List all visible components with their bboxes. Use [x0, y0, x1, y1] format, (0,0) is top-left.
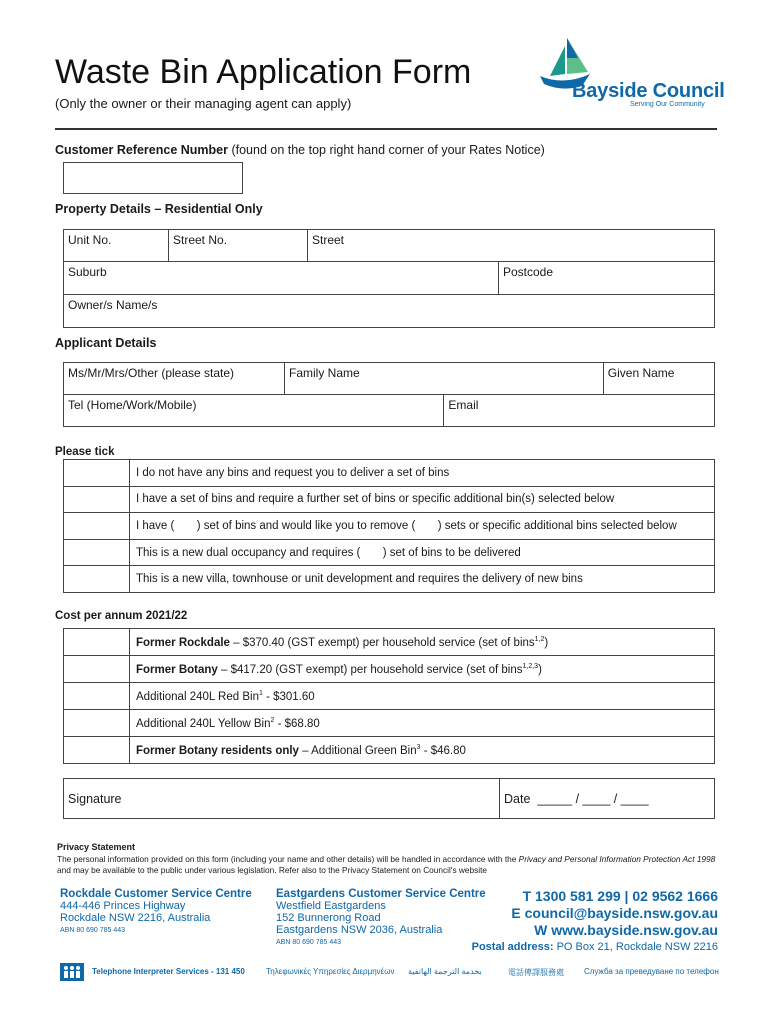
cost-option-green-bin: [130, 737, 715, 764]
tick-heading: Please tick: [55, 446, 115, 458]
form-title: Waste Bin Application Form: [55, 53, 472, 91]
tick-checkbox[interactable]: [64, 486, 130, 513]
tel-label: Tel (Home/Work/Mobile): [68, 398, 197, 412]
street-field[interactable]: [308, 230, 715, 262]
cost-option-botany: [130, 656, 715, 683]
cost-option-rockdale: [130, 629, 715, 656]
street-label: Street: [312, 233, 345, 247]
tick-row: [64, 486, 715, 513]
unit-field[interactable]: [64, 230, 169, 262]
form-subtitle: (Only the owner or their managing agent can apply): [55, 96, 352, 111]
title-label: Ms/Mr/Mrs/Other (please state): [68, 366, 235, 380]
property-heading: Property Details – Residential Only: [55, 202, 263, 216]
customer-ref-input[interactable]: [63, 162, 243, 194]
header-divider: [55, 128, 717, 130]
cost-label-text: – Additional Green Bin: [298, 744, 417, 757]
signature-label: Signature: [68, 791, 122, 806]
rockdale-office: [60, 888, 252, 938]
footnote-ref: 1,2: [534, 635, 545, 643]
cost-row: [64, 683, 715, 710]
footnote-ref: 3: [416, 743, 421, 751]
tick-checkbox[interactable]: [64, 513, 130, 540]
privacy-text-a: The personal information provided on this form (including your name and other details) will be handled in accordance with the: [57, 854, 519, 864]
cost-label-bold: Former Rockdale: [136, 636, 230, 649]
street-no-field[interactable]: [169, 230, 308, 262]
privacy-text-b: and may be available to the public under various legislation. Refer also to the Privacy Statement on Council's website: [57, 865, 488, 875]
signature-table: [63, 778, 715, 819]
tick-table: [63, 459, 715, 593]
tick-row: [64, 513, 715, 540]
cost-checkbox[interactable]: [64, 710, 130, 737]
cost-price: - $301.60: [262, 690, 315, 703]
cost-row: [64, 656, 715, 683]
cost-heading: Cost per annum 2021/22: [55, 610, 188, 622]
property-table: [63, 229, 715, 328]
email-label: Email: [448, 398, 479, 412]
tick-option-text: This is a new dual occupancy and requires ( ) set of bins to be delivered: [130, 539, 715, 566]
suburb-label: Suburb: [68, 265, 107, 279]
tick-option-text: This is a new villa, townhouse or unit development and requires the delivery of new bins: [130, 566, 715, 593]
contact-phone[interactable]: T 1300 581 299 | 02 9562 1666: [522, 888, 718, 904]
privacy-text: [57, 854, 723, 876]
cost-label-text: – $417.20 (GST exempt) per household service (set of bins: [217, 663, 523, 676]
council-name: Bayside Council: [572, 80, 725, 102]
interpreter-strip: [60, 963, 722, 983]
cost-row: [64, 629, 715, 656]
cost-label-text: – $370.40 (GST exempt) per household service (set of bins: [229, 636, 535, 649]
tick-checkbox[interactable]: [64, 539, 130, 566]
footnote-ref: 1,2,3: [522, 662, 539, 670]
family-name-field[interactable]: [285, 363, 604, 395]
cost-label-text: Additional 240L Yellow Bin: [136, 717, 271, 730]
interpreter-russian: Служба за преведуване по телефон: [584, 967, 719, 976]
title-field[interactable]: [64, 363, 285, 395]
tick-option-text: I have ( ) set of bins and would like you to remove ( ) sets or specific additional bins selected below: [130, 513, 715, 540]
eastgardens-line3: Eastgardens NSW 2036, Australia: [276, 924, 443, 936]
signature-field[interactable]: [64, 779, 500, 819]
cost-option-red-bin: [130, 683, 715, 710]
customer-ref-note: (found on the top right hand corner of your Rates Notice): [231, 143, 545, 157]
tick-row: [64, 566, 715, 593]
interpreter-english: Telephone Interpreter Services - 131 450: [92, 967, 245, 976]
contact-block: [472, 888, 718, 955]
postal-address: [472, 939, 718, 955]
interpreter-arabic: بخدمة الترجمة الهاتفية: [408, 967, 482, 976]
postcode-field[interactable]: [499, 262, 715, 295]
eastgardens-abn: ABN 80 690 785 443: [276, 939, 341, 946]
tick-row: [64, 460, 715, 487]
tick-row: [64, 539, 715, 566]
suburb-field[interactable]: [64, 262, 499, 295]
postcode-label: Postcode: [503, 265, 554, 279]
given-name-field[interactable]: [603, 363, 714, 395]
tick-checkbox[interactable]: [64, 460, 130, 487]
applicant-table: [63, 362, 715, 427]
cost-option-yellow-bin: [130, 710, 715, 737]
street-no-label: Street No.: [173, 233, 228, 247]
rockdale-abn: ABN 80 690 785 443: [60, 927, 125, 934]
unit-label: Unit No.: [68, 233, 112, 247]
tick-option-text: I do not have any bins and request you to deliver a set of bins: [130, 460, 715, 487]
cost-checkbox[interactable]: [64, 629, 130, 656]
footnote-ref: 2: [270, 716, 275, 724]
cost-label-bold: Former Botany residents only: [136, 744, 299, 757]
tick-option-text: I have a set of bins and require a further set of bins or specific additional bin(s) selected below: [130, 486, 715, 513]
family-name-label: Family Name: [289, 366, 360, 380]
eastgardens-line2: 152 Bunnerong Road: [276, 912, 381, 924]
owners-label: Owner/s Name/s: [68, 298, 158, 312]
date-label: Date _____ / ____ / ____: [504, 791, 649, 806]
eastgardens-office: [276, 888, 486, 950]
cost-price: - $68.80: [274, 717, 320, 730]
cost-checkbox[interactable]: [64, 656, 130, 683]
postal-label: Postal address:: [471, 941, 554, 953]
rockdale-line2: Rockdale NSW 2216, Australia: [60, 912, 211, 924]
cost-label-bold: Former Botany: [136, 663, 218, 676]
cost-label-text: Additional 240L Red Bin: [136, 690, 259, 703]
interpreter-people-icon: [60, 963, 84, 981]
cost-label-close: ): [538, 663, 542, 676]
cost-label-close: ): [544, 636, 549, 649]
customer-ref-bold: Customer Reference Number: [55, 143, 228, 157]
date-field[interactable]: [500, 779, 715, 819]
cost-price: - $46.80: [420, 744, 466, 757]
cost-table: [63, 628, 715, 764]
contact-email[interactable]: E council@bayside.nsw.gov.au: [511, 905, 718, 921]
council-tagline: Serving Our Community: [630, 101, 705, 108]
email-field[interactable]: [444, 395, 715, 427]
rockdale-office-name: Rockdale Customer Service Centre: [60, 888, 252, 900]
tick-checkbox[interactable]: [64, 566, 130, 593]
cost-row: [64, 737, 715, 764]
cost-row: [64, 710, 715, 737]
customer-ref-label: [55, 143, 545, 157]
privacy-heading: Privacy Statement: [57, 842, 136, 852]
postal-value: PO Box 21, Rockdale NSW 2216: [553, 941, 718, 953]
contact-web[interactable]: W www.bayside.nsw.gov.au: [534, 922, 718, 938]
privacy-act-name: Privacy and Personal Information Protection Act 1998: [518, 854, 716, 864]
interpreter-greek: Τηλεφωνικές Υπηρεσίες Διερμηνέων: [266, 967, 395, 976]
footnote-ref: 1: [258, 689, 263, 697]
owners-field[interactable]: [64, 295, 715, 328]
rockdale-line1: 444-446 Princes Highway: [60, 900, 186, 912]
eastgardens-line1: Westfield Eastgardens: [276, 900, 386, 912]
given-name-label: Given Name: [607, 366, 675, 380]
applicant-heading: Applicant Details: [55, 336, 157, 350]
cost-checkbox[interactable]: [64, 683, 130, 710]
interpreter-chinese: 電話傳譯服務處: [508, 968, 564, 977]
eastgardens-office-name: Eastgardens Customer Service Centre: [276, 888, 486, 900]
cost-checkbox[interactable]: [64, 737, 130, 764]
tel-field[interactable]: [64, 395, 444, 427]
